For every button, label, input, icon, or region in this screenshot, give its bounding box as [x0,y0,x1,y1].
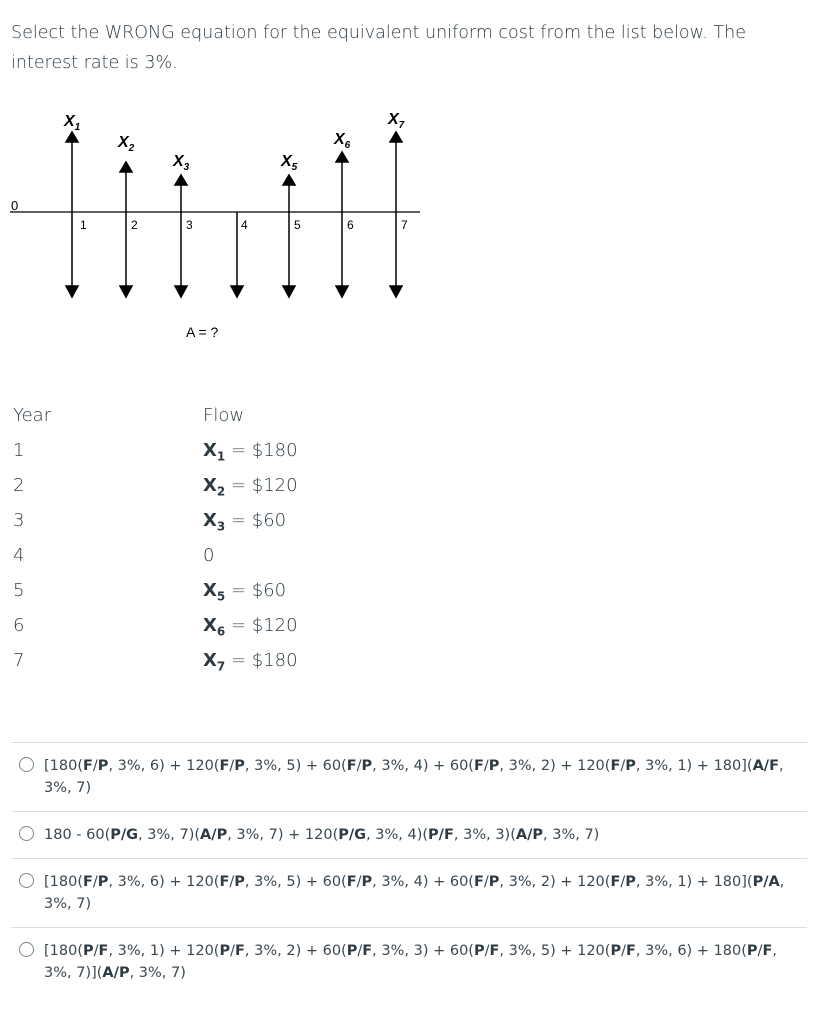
option-text: [180(F/P, 3%, 6) + 120(F/P, 3%, 5) + 60(F/P, 3%, 4) + 60(F/P, 3%, 2) + 120(F/P, 3%, 1) + 180](P/A, 3%, 7) [44,874,785,912]
answer-option-1[interactable] [11,742,807,811]
answer-option-3[interactable] [11,858,807,927]
answer-options [11,742,807,996]
flow-cell: $X_3$ = $60 [203,510,287,534]
flow-cell: 0 [203,545,215,566]
year-cell: 6 [13,615,25,636]
option-text: [180(F/P, 3%, 6) + 120(F/P, 3%, 5) + 60(F/P, 3%, 4) + 60(F/P, 3%, 2) + 120(F/P, 3%, 1) + 180](A/F, 3%, 7) [44,758,784,796]
flow-cell: $X_2$ = $120 [203,475,298,499]
year-cell: 1 [13,440,25,461]
upper-label-x5: $X_5$ [281,153,298,173]
year-cell: 4 [13,545,25,566]
upper-label-x6: $X_6$ [334,131,351,151]
year-cell: 5 [13,580,25,601]
year-cell: 2 [13,475,25,496]
period-label-6: 6 [347,218,354,232]
upper-label-x1: $X_1$ [64,113,81,133]
period-label-1: 1 [80,218,87,232]
period-label-2: 2 [131,218,138,232]
year-cell: 7 [13,650,25,671]
period-label-3: 3 [186,218,193,232]
origin-label: 0 [11,198,19,213]
upper-label-x2: $X_2$ [118,134,135,154]
upper-label-x3: $X_3$ [173,153,190,173]
radio-button[interactable] [19,757,34,772]
flow-cell: $X_5$ = $60 [203,580,287,604]
option-text: 180 - 60(P/G, 3%, 7)(A/P, 3%, 7) + 120(P/G, 3%, 4)(P/F, 3%, 3)(A/P, 3%, 7) [44,827,600,843]
period-label-7: 7 [401,218,408,232]
flow-cell: $X_7$ = $180 [203,650,298,674]
year-header: Year [13,405,52,426]
question-text: Select the WRONG equation for the equivalent uniform cost from the list below. The interest rate is 3%. [11,23,746,73]
flow-header: Flow [203,405,245,426]
radio-button[interactable] [19,826,34,841]
receipt-arrows [66,132,402,212]
option-text: [180(P/F, 3%, 1) + 120(P/F, 3%, 2) + 60(P/F, 3%, 3) + 60(P/F, 3%, 5) + 120(P/F, 3%, 6) + 180(P/F, 3%, 7)](A/P, 3%, 7) [44,943,777,981]
answer-option-2[interactable] [11,811,807,858]
cash-flow-diagram [0,100,430,350]
period-label-4: 4 [241,218,248,232]
radio-button[interactable] [19,942,34,957]
flow-cell: $X_1$ = $180 [203,440,298,464]
flow-cell: $X_6$ = $120 [203,615,298,639]
year-cell: 3 [13,510,25,531]
radio-button[interactable] [19,873,34,888]
answer-option-4[interactable] [11,927,807,996]
period-label-5: 5 [294,218,301,232]
annuity-label: A = ? [186,324,219,340]
upper-label-x7: $X_7$ [388,111,405,131]
